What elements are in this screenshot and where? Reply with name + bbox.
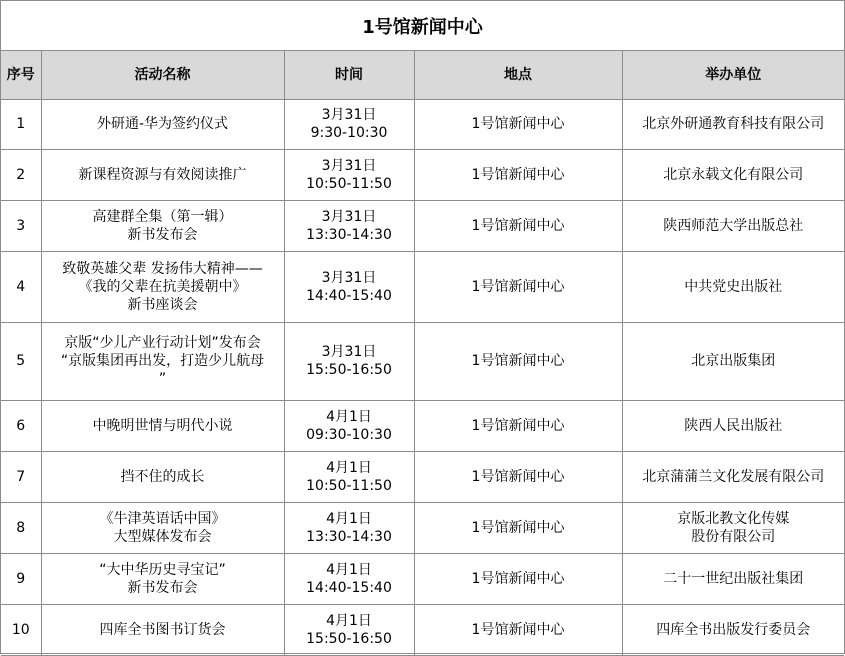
organizer [622, 99, 844, 149]
event-time-line: 3月31日 [321, 344, 377, 360]
organizer [622, 451, 844, 502]
event-time-line: 3月31日 [321, 157, 377, 174]
activity-name-line: “大中华历史寻宝记” [99, 561, 226, 578]
row-number: 7 [1, 451, 41, 502]
row-number: 6 [1, 400, 41, 451]
event-time-line: 10:50-11:50 [306, 477, 392, 494]
table-row [1, 200, 844, 251]
activity-name [41, 322, 284, 400]
table-row [1, 451, 844, 502]
table-row [1, 604, 844, 655]
event-time [284, 400, 414, 451]
event-time-line: 4月1日 [326, 561, 372, 578]
header-activity: 活动名称 [41, 51, 284, 99]
organizer-line: 北京出版集团 [691, 353, 776, 369]
event-location: 1号馆新闻中心 [414, 99, 622, 149]
event-location: 1号馆新闻中心 [414, 200, 622, 251]
row-number: 8 [1, 502, 41, 553]
header-row [1, 51, 844, 99]
activity-name-line: 《牛津英语话中国》 [99, 510, 226, 527]
activity-name-line: 大型媒体发布会 [113, 528, 212, 545]
event-time-line: 4月1日 [326, 408, 372, 425]
event-time-line: 4月1日 [326, 510, 372, 527]
event-time-line: 09:30-10:30 [306, 426, 392, 443]
activity-name-line: 中晚明世情与明代小说 [92, 417, 233, 434]
activity-name [41, 99, 284, 149]
event-location: 1号馆新闻中心 [414, 400, 622, 451]
event-time-line: 14:40-15:40 [306, 579, 392, 596]
event-time [284, 322, 414, 400]
event-location: 1号馆新闻中心 [414, 502, 622, 553]
event-time [284, 200, 414, 251]
event-time-line: 13:30-14:30 [306, 226, 392, 243]
organizer [622, 149, 844, 200]
activity-name-line: 四库全书图书订货会 [99, 621, 226, 638]
table-row [1, 149, 844, 200]
activity-name [41, 400, 284, 451]
activity-name [41, 451, 284, 502]
table-row [1, 251, 844, 322]
event-time-line: 14:40-15:40 [306, 287, 392, 304]
event-time [284, 149, 414, 200]
organizer-line: 二十一世纪出版社集团 [663, 570, 804, 587]
header-number: 序号 [1, 51, 41, 99]
activity-name [41, 149, 284, 200]
table-row [1, 322, 844, 400]
header-location: 地点 [414, 51, 622, 99]
organizer [622, 400, 844, 451]
activity-name-line: 致敬英雄父辈 发扬伟大精神—— [62, 260, 263, 277]
event-time [284, 604, 414, 655]
organizer-line: 股份有限公司 [691, 528, 776, 545]
event-time [284, 99, 414, 149]
event-time [284, 553, 414, 604]
event-time-line: 15:50-16:50 [306, 630, 392, 647]
event-location: 1号馆新闻中心 [414, 322, 622, 400]
event-location: 1号馆新闻中心 [414, 604, 622, 655]
row-number: 5 [1, 322, 41, 400]
event-location: 1号馆新闻中心 [414, 149, 622, 200]
activity-name-line: 高建群全集（第一辑） [92, 208, 233, 225]
header-time: 时间 [284, 51, 414, 99]
activity-name-line: 新课程资源与有效阅读推广 [78, 166, 247, 183]
activity-name [41, 200, 284, 251]
event-location: 1号馆新闻中心 [414, 553, 622, 604]
organizer [622, 200, 844, 251]
organizer-line: 陕西人民出版社 [684, 417, 783, 434]
table-body [1, 99, 844, 655]
event-time [284, 251, 414, 322]
organizer [622, 553, 844, 604]
row-number: 9 [1, 553, 41, 604]
organizer [622, 322, 844, 400]
event-time-line: 15:50-16:50 [306, 362, 392, 378]
organizer-line: 京版北教文化传媒 [677, 510, 790, 527]
activity-name-line: 外研通-华为签约仪式 [96, 116, 229, 132]
activity-name-line: 挡不住的成长 [120, 468, 205, 485]
organizer [622, 502, 844, 553]
activity-name-line: “京版集团再出发，打造少儿航母 [60, 353, 265, 369]
row-number: 10 [1, 604, 41, 655]
activity-name-line: ” [158, 371, 167, 387]
event-time-line: 10:50-11:50 [306, 175, 392, 192]
event-location: 1号馆新闻中心 [414, 451, 622, 502]
event-time-line: 9:30-10:30 [310, 125, 388, 141]
event-time-line: 3月31日 [321, 107, 377, 123]
event-time [284, 451, 414, 502]
page-title: 1号馆新闻中心 [1, 1, 844, 51]
activity-name-line: 《我的父辈在抗美援朝中》 [78, 278, 247, 295]
table-row [1, 99, 844, 149]
event-location: 1号馆新闻中心 [414, 251, 622, 322]
organizer-line: 北京外研通教育科技有限公司 [642, 116, 825, 132]
activity-name-line: 新书座谈会 [127, 296, 198, 313]
event-time-line: 4月1日 [326, 612, 372, 629]
organizer-line: 北京蒲蒲兰文化发展有限公司 [642, 468, 825, 485]
organizer-line: 四库全书出版发行委员会 [656, 621, 811, 638]
activity-name [41, 502, 284, 553]
table-row [1, 400, 844, 451]
row-number: 2 [1, 149, 41, 200]
activity-name-line: 新书发布会 [127, 226, 198, 243]
activity-name [41, 604, 284, 655]
event-time-line: 3月31日 [321, 269, 377, 286]
header-organizer: 举办单位 [622, 51, 844, 99]
organizer-line: 北京永载文化有限公司 [663, 166, 804, 183]
activity-name [41, 553, 284, 604]
row-number: 3 [1, 200, 41, 251]
activity-name-line: 新书发布会 [127, 579, 198, 596]
row-number: 4 [1, 251, 41, 322]
event-time-line: 3月31日 [321, 208, 377, 225]
organizer-line: 中共党史出版社 [684, 278, 783, 295]
table-row [1, 502, 844, 553]
event-time [284, 502, 414, 553]
organizer-line: 陕西师范大学出版总社 [663, 217, 804, 234]
organizer [622, 604, 844, 655]
event-time-line: 4月1日 [326, 459, 372, 476]
row-number: 1 [1, 99, 41, 149]
activity-name [41, 251, 284, 322]
table-row [1, 553, 844, 604]
organizer [622, 251, 844, 322]
activity-name-line: 京版“少儿产业行动计划”发布会 [64, 335, 261, 351]
schedule-table [1, 51, 844, 656]
event-time-line: 13:30-14:30 [306, 528, 392, 545]
